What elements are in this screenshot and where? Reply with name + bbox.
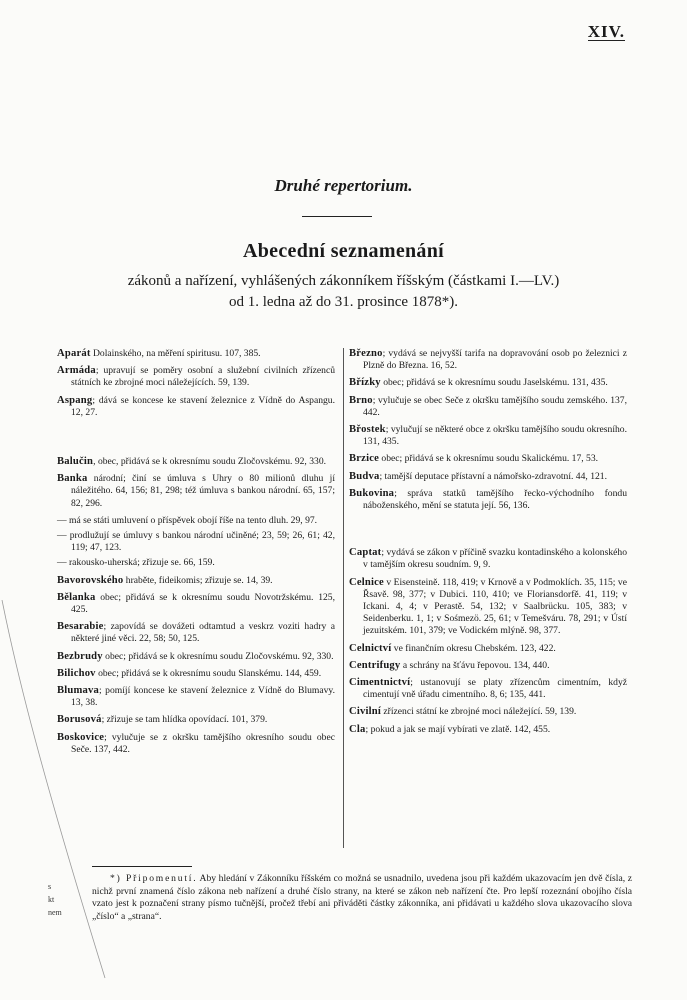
entry-text: ; vylučuje se obec Seče z okršku tamějšího soudu zemského. 137, 442. [363,394,627,418]
entry-head: Armáda [57,365,96,377]
entry-head: Brno [349,394,373,406]
entry-head: Boskovice [57,731,105,743]
index-entry [349,488,627,512]
entry-head: Besarabie [57,621,104,633]
entry-text: ; správa statků tamějšího řecko-východního fondu náboženského, mění se statuta její. 56, 136. [363,487,627,512]
entry-text: hraběte, fideikomis; zřizuje se. 14, 39. [123,574,273,586]
entry-head: Cla [349,723,366,735]
intro-text [30,271,657,313]
entry-text: zřízenci státní ke zbrojné moci náležející. 59, 139. [381,706,577,718]
index-entry [57,365,335,389]
pencil-stroke [2,600,105,978]
margin-note: nem [48,908,62,917]
index-entry [349,724,627,736]
index-entry [349,348,627,372]
entry-text: v Eisensteině. 118, 419; v Krnově a v Podmoklích. 35, 115; ve Řsavě. 98, 377; v Dubici. 110, 410; ve Floriansdorfě. 41, 119; v Ickani. 4, 4; v Perastě. 54, 132; v Saalbrücku. 105, 383; v Seidenberku. 1, 1; v Sośmezö. 25, 61; v Temešváru. 78, 291; v Ústí jezuitském. 101, 379; ve Vodickém mlýně. 98, 377. [363,576,627,637]
page-number: XIV. [587,22,625,41]
entry-text: ; pomíjí koncese ke stavení železnice z Vídně do Blumavy. 13, 38. [71,685,335,709]
entry-text: obec; přidává se k okresnímu soudu Zločovskému. 92, 330. [102,650,334,662]
entry-text: ; upravují se poměry osobní a služební civilních zřízenců státních ke zbrojné moci náležejících. 59, 139. [71,365,335,389]
index-entry [349,424,627,448]
entry-head: Bezbrudy [57,650,103,662]
margin-note: kt [48,895,55,904]
entry-text: ; zapovídá se dovážeti odtamtud a veskrz voziti hadry a některé jiné věci. 22, 58; 50, 125. [71,621,335,645]
entry-head: Aspang [57,394,93,406]
entry-text: ; pokud a jak se mají vybírati ve zlatě. 142, 455. [365,723,551,735]
entry-head: Brzice [349,453,380,465]
page-title: Abecední seznamenání [243,240,444,262]
index-entry [349,706,627,718]
entry-text: — prodlužují se úmluvy s bankou národní učiněné; 23, 59; 26, 61; 42, 119; 47, 123. [57,530,335,554]
entry-text: a schrány na šťávu řepovou. 134, 440. [400,659,550,671]
entry-text: obec; přidává se k okresnímu soudu Novotržskému. 125, 425. [71,591,335,616]
entry-head: Captat [349,547,382,559]
index-subentry [57,530,335,554]
entry-head: Civilní [349,706,382,718]
index-entry [57,348,335,360]
entry-head: Celnictví [349,642,392,654]
footnote [92,873,632,923]
entry-text: ; vydává se zákon v příčině svazku kontadinského a kolonského v tamějším okresu soudním. 9, 9. [363,547,627,571]
entry-head: Blumava [57,685,100,697]
entry-text: Dolainského, na měření spiritusu. 107, 385. [90,348,261,359]
index-entry [349,577,627,638]
entry-head: Cimentnictví [349,677,411,689]
entry-head: Břostek [349,424,386,436]
index-entry [57,395,335,419]
index-entry [349,660,627,672]
column-gap [349,517,627,547]
index-entry [57,473,335,510]
index-entry [349,453,627,465]
entry-head: Břízky [349,377,381,389]
entry-text: ve finančním okresu Chebském. 123, 422. [391,642,556,654]
intro-line: zákonů a nařízení, vyhlášených zákonníkem říšským (částkami I.—LV.) [127,273,560,289]
entry-text: ; vylučují se některé obce z okršku tamějšího soudu okresního. 131, 435. [363,424,627,448]
entry-head: Bělanka [57,591,96,603]
title-rule [302,216,372,217]
entry-head: Celnice [349,576,384,588]
entry-head: Aparát [57,348,91,359]
margin-notes [48,880,92,919]
entry-head: Centrifugy [349,659,401,671]
entry-head: Březno [349,348,383,359]
subtitle: Druhé repertorium. [274,176,413,195]
entry-head: Bilichov [57,667,96,679]
margin-note: s [48,882,52,891]
index-entry [57,456,335,468]
right-column [349,348,627,741]
entry-text: obec; přidává se k okresnímu soudu Skalickému. 17, 53. [379,453,599,465]
index-entry [349,377,627,389]
footnote-rule [92,866,192,867]
entry-head: Borusová [57,714,102,726]
index-subentry [57,515,335,527]
index-entry [349,677,627,701]
entry-text: , obec, přidává se k okresnímu soudu Zločovskému. 92, 330. [93,456,327,468]
column-gap [57,424,335,456]
entry-text: — rakousko-uherská; zřizuje se. 66, 159. [57,557,215,569]
index-entry [349,395,627,419]
entry-head: Budva [349,470,380,482]
index-entry [349,547,627,571]
entry-head: Bukovina [349,487,395,499]
entry-text: — má se státi umluvení o příspěvek obojí říše na tento dluh. 29, 97. [57,514,318,526]
index-entry [349,471,627,483]
index-entry [57,575,335,587]
entry-text: ; vydává se nejvyšší tarifa na dopravování osob po železnici z Plzně do Března. 16, 52. [363,348,627,372]
entry-head: Balučin [57,456,94,468]
footnote-label: *) Připomenutí. [110,873,198,884]
entry-text: obec; přidává se k okresnímu soudu Slanskému. 144, 459. [95,667,322,679]
margin-pencil-line [0,600,110,980]
intro-line: od 1. ledna až do 31. prosince 1878*). [228,294,459,310]
footnote-text: Aby hledání v Zákonníku říšském co možná se usnadnilo, uvedena jsou při každém ukazovacím jen dvě čísla, z nichž první znamená číslo zákona neb nařízení a druhé číslo strany, na které se zákon neb nařízení čte. Pro lepší rozeznání obojího čísla vzato jest k poznačení strany písmo tučnější, pročež třebí ani přiváděti částky zákonníka, ani přidávati u každého slova ukazovacího slova „číslo“ a „strana“. [92,873,632,922]
entry-text: ; zřizuje se tam hlídka opovídací. 101, 379. [101,714,268,726]
entry-text: ; dává se koncese ke stavení železnice z Vídně do Aspangu. 12, 27. [71,394,335,418]
entry-head: Bavorovského [57,574,124,586]
index-columns [57,348,630,848]
entry-text: ; vylučuje se z okršku tamějšího okresního soudu obec Seče. 137, 442. [71,731,335,755]
entry-text: obec; přidává se k okresnímu soudu Jaselskému. 131, 435. [380,377,608,389]
entry-head: Banka [57,473,88,485]
entry-text: národní; činí se úmluva s Uhry o 80 milionů dluhu jí náležitého. 64, 156; 81, 298; též úmluva s bankou národní. 65, 157; 82, 296. [71,473,335,509]
entry-text: ; tamější deputace přístavní a námořsko-zdravotní. 44, 121. [379,470,607,482]
index-entry [349,643,627,655]
entry-text: ; ustanovují se platy zřízencům cimentním, když cimentují vně úřadu cimentního. 8, 6; 135, 441. [363,677,627,701]
index-subentry [57,557,335,569]
column-divider [343,348,344,848]
